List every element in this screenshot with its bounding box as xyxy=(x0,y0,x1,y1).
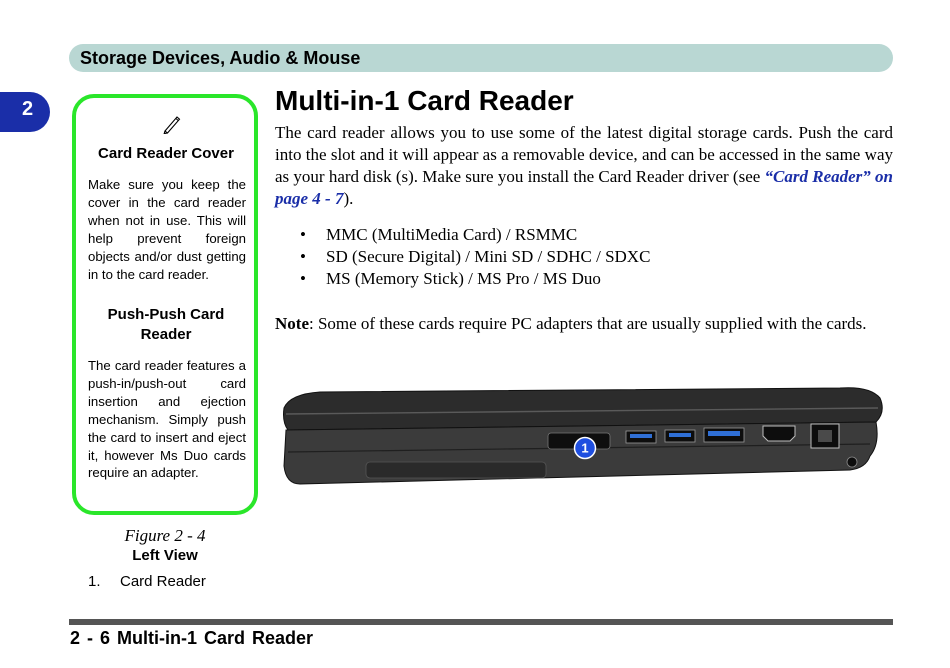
card-reader-callout xyxy=(573,436,597,460)
section-header-bar xyxy=(69,44,893,72)
pencil-icon xyxy=(162,114,182,134)
note-paragraph-push-push: The card reader features a push-in/push-out card insertion and ejection mechanism. Simply push the card to insert and eject it, however Ms Duo cards require an adapter. xyxy=(88,358,246,481)
note-heading-push-push: Push-Push Card Reader xyxy=(107,306,225,343)
note-paragraph xyxy=(275,313,893,335)
section-title: Storage Devices, Audio & Mouse xyxy=(80,48,361,68)
laptop-left-view-image xyxy=(280,380,892,490)
note-paragraph-cover: Make sure you keep the cover in the card reader when not in use. This will help prevent foreign objects and/or dust getting in to the card reader. xyxy=(88,177,246,282)
card-reader-page-link[interactable]: “Card Reader” on page 4 - 7 xyxy=(275,167,894,208)
list-item: • MS (Memory Stick) / MS Pro / MS Duo xyxy=(300,268,650,290)
note-heading-cover: Card Reader Cover xyxy=(98,145,234,162)
callout-number: 1 xyxy=(581,440,589,456)
footer-divider xyxy=(69,619,893,625)
card-type-list xyxy=(300,224,650,290)
legend-number: 1. xyxy=(88,573,101,590)
intro-paragraph xyxy=(275,122,893,210)
list-item: • SD (Secure Digital) / Mini SD / SDHC / SDXC xyxy=(300,246,650,268)
note-body: : Some of these cards require PC adapters that are usually supplied with the cards. xyxy=(308,314,867,333)
intro-text: The card reader allows you to use some of the latest digital storage cards. Push the card into the slot and it will appear as a removable device, and can be accessed in the same way as your hard disk (s). Make sure you install the Card Reader driver (see xyxy=(275,123,893,186)
intro-text-end: ). xyxy=(343,189,354,208)
figure-legend xyxy=(88,572,206,592)
list-item: • MMC (MultiMedia Card) / RSMMC xyxy=(300,224,650,246)
page-title: Multi-in-1 Card Reader xyxy=(275,85,574,116)
sidebar-note-box xyxy=(72,94,258,515)
footer-page-label: 2 - 6 Multi-in-1 Card Reader xyxy=(70,628,314,648)
legend-label: Card Reader xyxy=(120,573,206,590)
figure-subcaption: Left View xyxy=(132,547,198,564)
chapter-number: 2 xyxy=(22,98,34,120)
chapter-tab xyxy=(0,92,50,132)
note-label: Note xyxy=(275,314,309,333)
figure-caption: Figure 2 - 4 xyxy=(124,526,206,545)
